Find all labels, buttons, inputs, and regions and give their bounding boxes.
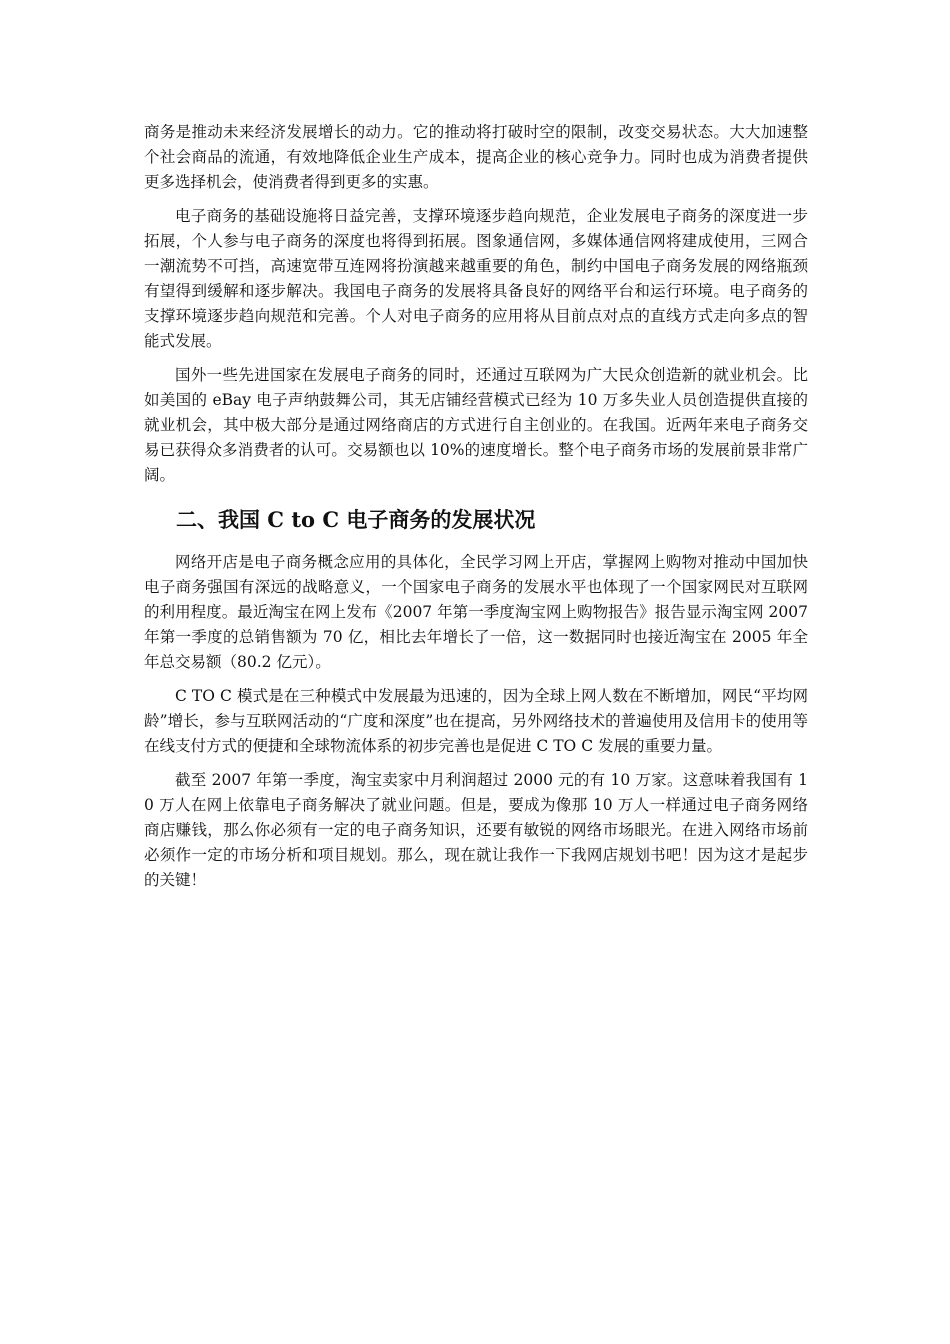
paragraph-ecommerce-driver: 商务是推动未来经济发展增长的动力。它的推动将打破时空的限制，改变交易状态。大大加速整个社会商品的流通，有效地降低企业生产成本，提高企业的核心竞争力。同时也成为消费者提供更多选择机会，使消费者得到更多的实惠。 [144, 123, 808, 191]
paragraph-foreign-employment: 国外一些先进国家在发展电子商务的同时，还通过互联网为广大民众创造新的就业机会。比如美国的 eBay 电子声纳鼓舞公司，其无店铺经营模式已经为 10 万多失业人员创造提供直接的就业机会，其中极大部分是通过网络商店的方式进行自主创业的。在我国。近两年来电子商务交易已获得众多消费者的认可。交易额也以 10%的速度增长。整个电子商务市场的发展前景非常广阔。 [144, 366, 808, 484]
section-heading: 二、我国 C to C 电子商务的发展状况 [176, 507, 536, 532]
paragraph-infrastructure: 电子商务的基础设施将日益完善，支撑环境逐步趋向规范，企业发展电子商务的深度进一步拓展，个人参与电子商务的深度也将得到拓展。图象通信网，多媒体通信网将建成使用，三网合一潮流势不可挡，高速宽带互连网将扮演越来越重要的角色，制约中国电子商务发展的网络瓶颈有望得到缓解和逐步解决。我国电子商务的发展将具备良好的网络平台和运行环境。电子商务的支撑环境逐步趋向规范和完善。个人对电子商务的应用将从目前点对点的直线方式走向多点的智能式发展。 [144, 207, 808, 350]
document-body [144, 120, 808, 893]
paragraph-online-store: 网络开店是电子商务概念应用的具体化，全民学习网上开店，掌握网上购物对推动中国加快电子商务强国有深远的战略意义，一个国家电子商务的发展水平也体现了一个国家网民对互联网的利用程度。最近淘宝在网上发布《2007 年第一季度淘宝网上购物报告》报告显示淘宝网 2007 年第一季度的总销售额为 70 亿，相比去年增长了一倍，这一数据同时也接近淘宝在 2005 年全年总交易额（80.2 亿元）。 [144, 553, 808, 671]
paragraph-taobao-sellers: 截至 2007 年第一季度，淘宝卖家中月利润超过 2000 元的有 10 万家。这意味着我国有 10 万人在网上依靠电子商务解决了就业问题。但是，要成为像那 10 万人一样通过电子商务网络商店赚钱，那么你必须有一定的电子商务知识，还要有敏锐的网络市场眼光。在进入网络市场前必须作一定的市场分析和项目规划。那么，现在就让我作一下我网店规划书吧！因为这才是起步的关键！ [144, 771, 808, 889]
paragraph-c2c-model: C TO C 模式是在三种模式中发展最为迅速的，因为全球上网人数在不断增加，网民“平均网龄”增长，参与互联网活动的“广度和深度”也在提高，另外网络技术的普遍使用及信用卡的使用等在线支付方式的便捷和全球物流体系的初步完善也是促进 C TO C 发展的重要力量。 [144, 687, 808, 755]
